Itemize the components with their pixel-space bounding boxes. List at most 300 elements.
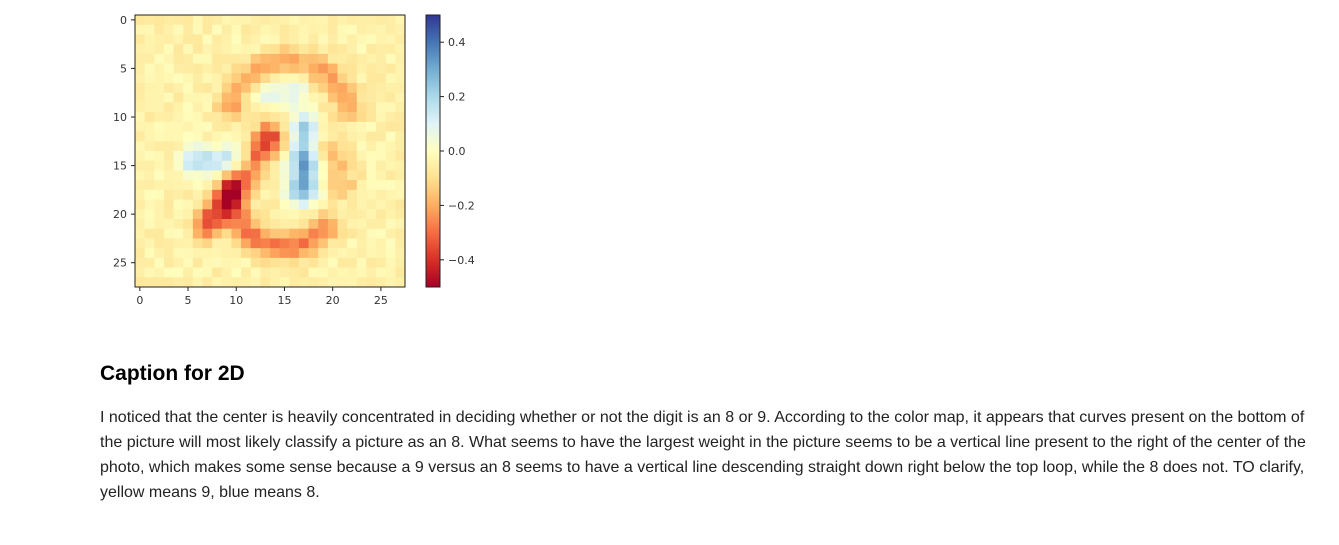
heatmap-cell — [366, 83, 376, 93]
heatmap-cell — [318, 44, 328, 54]
heatmap-cell — [270, 219, 280, 229]
heatmap-cell — [183, 209, 193, 219]
heatmap-cell — [154, 219, 164, 229]
heatmap-cell — [164, 93, 174, 103]
x-tick-label: 10 — [229, 294, 244, 307]
heatmap-cell — [328, 151, 338, 161]
heatmap-cell — [212, 161, 222, 171]
heatmap-cell — [203, 73, 213, 83]
heatmap-cell — [145, 229, 155, 239]
heatmap-cell — [280, 248, 290, 258]
heatmap-cell — [347, 93, 357, 103]
heatmap-cell — [318, 161, 328, 171]
heatmap-cell — [386, 170, 396, 180]
heatmap-cell — [270, 112, 280, 122]
heatmap-cell — [183, 277, 193, 287]
heatmap-cell — [203, 161, 213, 171]
heatmap-cell — [164, 15, 174, 25]
heatmap-cell — [357, 238, 367, 248]
heatmap-cell — [174, 141, 184, 151]
heatmap-cell — [366, 180, 376, 190]
heatmap-cell — [145, 248, 155, 258]
heatmap-cell — [328, 102, 338, 112]
heatmap-cell — [241, 161, 251, 171]
heatmap-cell — [212, 258, 222, 268]
heatmap-cell — [231, 34, 241, 44]
heatmap-cell — [309, 277, 319, 287]
heatmap-cell — [395, 238, 405, 248]
heatmap-cell — [212, 248, 222, 258]
heatmap-cell — [376, 54, 386, 64]
heatmap-cell — [366, 268, 376, 278]
heatmap-cell — [347, 25, 357, 35]
heatmap-cell — [328, 200, 338, 210]
heatmap-cell — [376, 25, 386, 35]
heatmap-cell — [280, 141, 290, 151]
y-tick-label: 15 — [113, 159, 127, 173]
heatmap-cell — [260, 73, 270, 83]
heatmap-cell — [280, 34, 290, 44]
heatmap-cell — [203, 248, 213, 258]
heatmap-cell — [318, 180, 328, 190]
heatmap-cell — [299, 209, 309, 219]
heatmap-cell — [347, 64, 357, 74]
heatmap-cell — [251, 93, 261, 103]
heatmap-cell — [309, 248, 319, 258]
heatmap-cell — [241, 151, 251, 161]
heatmap-cell — [154, 132, 164, 142]
heatmap-cell — [357, 34, 367, 44]
heatmap-cell — [260, 141, 270, 151]
heatmap-cell — [251, 132, 261, 142]
heatmap-cell — [299, 180, 309, 190]
heatmap-cell — [174, 200, 184, 210]
heatmap-cell — [241, 102, 251, 112]
heatmap-cell — [318, 219, 328, 229]
heatmap-cell — [318, 83, 328, 93]
heatmap-cell — [280, 15, 290, 25]
heatmap-cell — [135, 112, 145, 122]
heatmap-cell — [376, 64, 386, 74]
heatmap-cell — [357, 112, 367, 122]
heatmap-cell — [154, 54, 164, 64]
heatmap-cell — [135, 229, 145, 239]
heatmap-cell — [251, 229, 261, 239]
heatmap-cell — [357, 180, 367, 190]
heatmap-cell — [280, 151, 290, 161]
heatmap-cell — [328, 141, 338, 151]
colorbar-tick-label: −0.2 — [448, 199, 475, 213]
heatmap-cell — [231, 190, 241, 200]
heatmap-cell — [338, 238, 348, 248]
heatmap-cell — [376, 15, 386, 25]
heatmap-cell — [145, 34, 155, 44]
heatmap-cell — [174, 170, 184, 180]
heatmap-cell — [280, 83, 290, 93]
heatmap-cell — [289, 209, 299, 219]
heatmap-cell — [183, 102, 193, 112]
heatmap-cell — [289, 25, 299, 35]
heatmap-cell — [309, 64, 319, 74]
heatmap-cell — [280, 122, 290, 132]
heatmap-cell — [289, 200, 299, 210]
heatmap-cell — [357, 83, 367, 93]
heatmap-cell — [395, 112, 405, 122]
heatmap-cell — [376, 83, 386, 93]
heatmap-cell — [260, 25, 270, 35]
heatmap-cell — [251, 83, 261, 93]
heatmap-cell — [280, 161, 290, 171]
heatmap-cell — [280, 180, 290, 190]
heatmap-cell — [193, 93, 203, 103]
heatmap-cell — [154, 73, 164, 83]
heatmap-cell — [309, 132, 319, 142]
heatmap-cell — [328, 25, 338, 35]
heatmap-cell — [347, 200, 357, 210]
heatmap-cell — [376, 170, 386, 180]
heatmap-cell — [395, 190, 405, 200]
heatmap-cell — [212, 268, 222, 278]
heatmap-cell — [309, 25, 319, 35]
heatmap-cell — [328, 229, 338, 239]
heatmap-cell — [212, 238, 222, 248]
heatmap-cell — [260, 238, 270, 248]
heatmap-cell — [309, 258, 319, 268]
heatmap-cell — [386, 190, 396, 200]
heatmap-cell — [347, 102, 357, 112]
heatmap-cell — [366, 151, 376, 161]
heatmap-cell — [212, 141, 222, 151]
heatmap-cell — [318, 15, 328, 25]
heatmap-cell — [183, 34, 193, 44]
heatmap-cell — [212, 15, 222, 25]
heatmap-cell — [260, 258, 270, 268]
heatmap-cell — [270, 54, 280, 64]
heatmap-cell — [203, 34, 213, 44]
colorbar-ticks — [440, 36, 475, 267]
x-tick-label: 0 — [136, 294, 144, 307]
heatmap-cell — [231, 238, 241, 248]
heatmap-cell — [260, 15, 270, 25]
heatmap-cell — [338, 219, 348, 229]
heatmap-cell — [309, 268, 319, 278]
heatmap-cell — [154, 102, 164, 112]
heatmap-cell — [193, 200, 203, 210]
heatmap-cell — [251, 25, 261, 35]
x-tick-label: 25 — [373, 294, 388, 307]
heatmap-cell — [212, 132, 222, 142]
heatmap-cell — [309, 141, 319, 151]
heatmap-cell — [145, 25, 155, 35]
heatmap-cell — [280, 238, 290, 248]
heatmap-cell — [347, 132, 357, 142]
heatmap-cell — [289, 229, 299, 239]
heatmap-cell — [145, 122, 155, 132]
heatmap-cell — [222, 190, 232, 200]
heatmap-cell — [154, 15, 164, 25]
heatmap-cell — [203, 54, 213, 64]
heatmap-cell — [280, 200, 290, 210]
heatmap-cell — [280, 268, 290, 278]
heatmap-cell — [318, 73, 328, 83]
heatmap-cell — [251, 15, 261, 25]
colorbar-tick-label: −0.4 — [448, 253, 475, 267]
heatmap-cell — [154, 141, 164, 151]
heatmap-cell — [174, 190, 184, 200]
heatmap-cell — [386, 54, 396, 64]
heatmap-cell — [280, 219, 290, 229]
heatmap-cell — [376, 161, 386, 171]
heatmap-cell — [145, 170, 155, 180]
heatmap-cell — [183, 122, 193, 132]
heatmap-cell — [174, 34, 184, 44]
heatmap-cell — [318, 268, 328, 278]
heatmap-cell — [280, 25, 290, 35]
heatmap-cell — [154, 200, 164, 210]
heatmap-cell — [366, 132, 376, 142]
heatmap-cell — [395, 15, 405, 25]
heatmap-cell — [251, 277, 261, 287]
heatmap-cell — [280, 229, 290, 239]
heatmap-cell — [183, 15, 193, 25]
heatmap-cell — [212, 25, 222, 35]
heatmap-cell — [318, 122, 328, 132]
heatmap-cell — [145, 161, 155, 171]
heatmap-cell — [347, 190, 357, 200]
heatmap-cell — [260, 132, 270, 142]
heatmap-cell — [328, 277, 338, 287]
heatmap-cell — [270, 141, 280, 151]
heatmap-cell — [174, 209, 184, 219]
heatmap-cell — [386, 122, 396, 132]
heatmap-cell — [154, 170, 164, 180]
heatmap-cell — [203, 64, 213, 74]
heatmap-cell — [135, 209, 145, 219]
heatmap-cell — [366, 277, 376, 287]
heatmap-cell — [395, 73, 405, 83]
heatmap-cell — [193, 161, 203, 171]
heatmap-cell — [164, 268, 174, 278]
heatmap-cell — [154, 112, 164, 122]
heatmap-cell — [328, 170, 338, 180]
heatmap-cell — [347, 238, 357, 248]
heatmap-cell — [222, 34, 232, 44]
heatmap-cell — [299, 161, 309, 171]
heatmap-cell — [212, 200, 222, 210]
heatmap-cell — [395, 258, 405, 268]
heatmap-cell — [338, 170, 348, 180]
heatmap-cell — [251, 54, 261, 64]
heatmap-cell — [357, 200, 367, 210]
heatmap-cell — [212, 180, 222, 190]
heatmap-cell — [386, 73, 396, 83]
heatmap-cell — [154, 122, 164, 132]
heatmap-cell — [386, 83, 396, 93]
heatmap-cell — [357, 54, 367, 64]
heatmap-cell — [260, 112, 270, 122]
heatmap-cell — [174, 25, 184, 35]
heatmap-cell — [222, 248, 232, 258]
heatmap-cell — [270, 248, 280, 258]
heatmap-cell — [183, 170, 193, 180]
heatmap-cell — [328, 268, 338, 278]
heatmap-cell — [309, 15, 319, 25]
heatmap-cell — [203, 151, 213, 161]
heatmap-cell — [145, 15, 155, 25]
heatmap-cell — [309, 93, 319, 103]
heatmap-cell — [212, 54, 222, 64]
heatmap-cell — [395, 248, 405, 258]
heatmap-cell — [309, 190, 319, 200]
heatmap-cell — [251, 161, 261, 171]
heatmap-cell — [318, 258, 328, 268]
heatmap-cell — [347, 44, 357, 54]
heatmap-cell — [183, 258, 193, 268]
heatmap-cell — [212, 34, 222, 44]
heatmap-cell — [366, 170, 376, 180]
heatmap-cell — [299, 112, 309, 122]
heatmap-cell — [280, 258, 290, 268]
heatmap-cell — [366, 34, 376, 44]
heatmap-cell — [347, 248, 357, 258]
heatmap-cell — [338, 190, 348, 200]
heatmap-cell — [299, 132, 309, 142]
heatmap-cell — [376, 141, 386, 151]
heatmap-cell — [203, 44, 213, 54]
heatmap-cell — [289, 112, 299, 122]
heatmap-cell — [309, 180, 319, 190]
heatmap-cell — [183, 238, 193, 248]
heatmap-cell — [328, 15, 338, 25]
heatmap-cell — [347, 141, 357, 151]
heatmap-cell — [241, 141, 251, 151]
heatmap-cell — [231, 83, 241, 93]
heatmap-cell — [174, 180, 184, 190]
heatmap-cell — [241, 268, 251, 278]
heatmap-cell — [357, 248, 367, 258]
heatmap-cell — [164, 83, 174, 93]
x-axis — [136, 287, 388, 307]
heatmap-cell — [357, 73, 367, 83]
heatmap-cell — [193, 34, 203, 44]
heatmap-cell — [174, 277, 184, 287]
heatmap-cell — [222, 73, 232, 83]
heatmap-cell — [280, 102, 290, 112]
heatmap-cell — [289, 170, 299, 180]
heatmap-cell — [145, 83, 155, 93]
heatmap-cell — [318, 200, 328, 210]
heatmap-cell — [366, 64, 376, 74]
heatmap-cell — [376, 44, 386, 54]
heatmap-cell — [280, 93, 290, 103]
heatmap-cell — [222, 15, 232, 25]
heatmap-cell — [386, 93, 396, 103]
heatmap-cell — [338, 200, 348, 210]
heatmap-cell — [135, 151, 145, 161]
heatmap-cell — [357, 15, 367, 25]
heatmap-cell — [241, 170, 251, 180]
heatmap-cell — [299, 25, 309, 35]
heatmap-cell — [270, 132, 280, 142]
heatmap-cell — [183, 112, 193, 122]
heatmap-cell — [309, 170, 319, 180]
caption-heading: Caption for 2D — [100, 362, 245, 385]
heatmap-cell — [338, 122, 348, 132]
heatmap-cell — [347, 219, 357, 229]
heatmap-cell — [231, 15, 241, 25]
heatmap-cell — [135, 132, 145, 142]
heatmap-cell — [260, 190, 270, 200]
heatmap-cell — [386, 112, 396, 122]
heatmap-cell — [193, 219, 203, 229]
heatmap-cell — [241, 229, 251, 239]
heatmap-cell — [318, 248, 328, 258]
heatmap-cell — [395, 64, 405, 74]
heatmap-cell — [135, 248, 145, 258]
heatmap-cell — [222, 83, 232, 93]
heatmap-cell — [328, 122, 338, 132]
heatmap-cell — [203, 170, 213, 180]
heatmap-cell — [231, 258, 241, 268]
heatmap-cell — [145, 209, 155, 219]
heatmap-cell — [289, 190, 299, 200]
heatmap-cell — [251, 112, 261, 122]
heatmap-cell — [183, 64, 193, 74]
colorbar — [426, 15, 440, 287]
heatmap-cell — [299, 151, 309, 161]
heatmap-cell — [318, 132, 328, 142]
heatmap-cell — [145, 93, 155, 103]
heatmap-cell — [193, 102, 203, 112]
heatmap-cell — [231, 64, 241, 74]
heatmap-cell — [280, 112, 290, 122]
heatmap-cell — [270, 277, 280, 287]
heatmap-cell — [154, 180, 164, 190]
heatmap-cell — [299, 15, 309, 25]
heatmap-cell — [328, 132, 338, 142]
heatmap-cell — [203, 219, 213, 229]
heatmap-cell — [203, 238, 213, 248]
heatmap-cell — [318, 277, 328, 287]
heatmap-cell — [270, 229, 280, 239]
heatmap-cell — [299, 258, 309, 268]
heatmap-cell — [376, 132, 386, 142]
heatmap-cell — [251, 122, 261, 132]
heatmap-cell — [203, 229, 213, 239]
heatmap-cell — [154, 151, 164, 161]
heatmap-cell — [241, 209, 251, 219]
heatmap-cell — [174, 102, 184, 112]
heatmap-cell — [386, 151, 396, 161]
heatmap-cell — [309, 238, 319, 248]
heatmap-cell — [145, 73, 155, 83]
heatmap-cell — [222, 268, 232, 278]
heatmap-cell — [231, 73, 241, 83]
heatmap-cell — [395, 25, 405, 35]
heatmap-cell — [347, 268, 357, 278]
heatmap-cell — [164, 180, 174, 190]
heatmap-cell — [366, 15, 376, 25]
heatmap-cell — [164, 64, 174, 74]
y-tick-label: 20 — [113, 208, 127, 222]
heatmap-cell — [260, 102, 270, 112]
heatmap-cell — [154, 190, 164, 200]
heatmap-cell — [222, 258, 232, 268]
heatmap-cell — [145, 238, 155, 248]
heatmap-cell — [231, 122, 241, 132]
heatmap-cell — [386, 64, 396, 74]
heatmap-cell — [299, 277, 309, 287]
